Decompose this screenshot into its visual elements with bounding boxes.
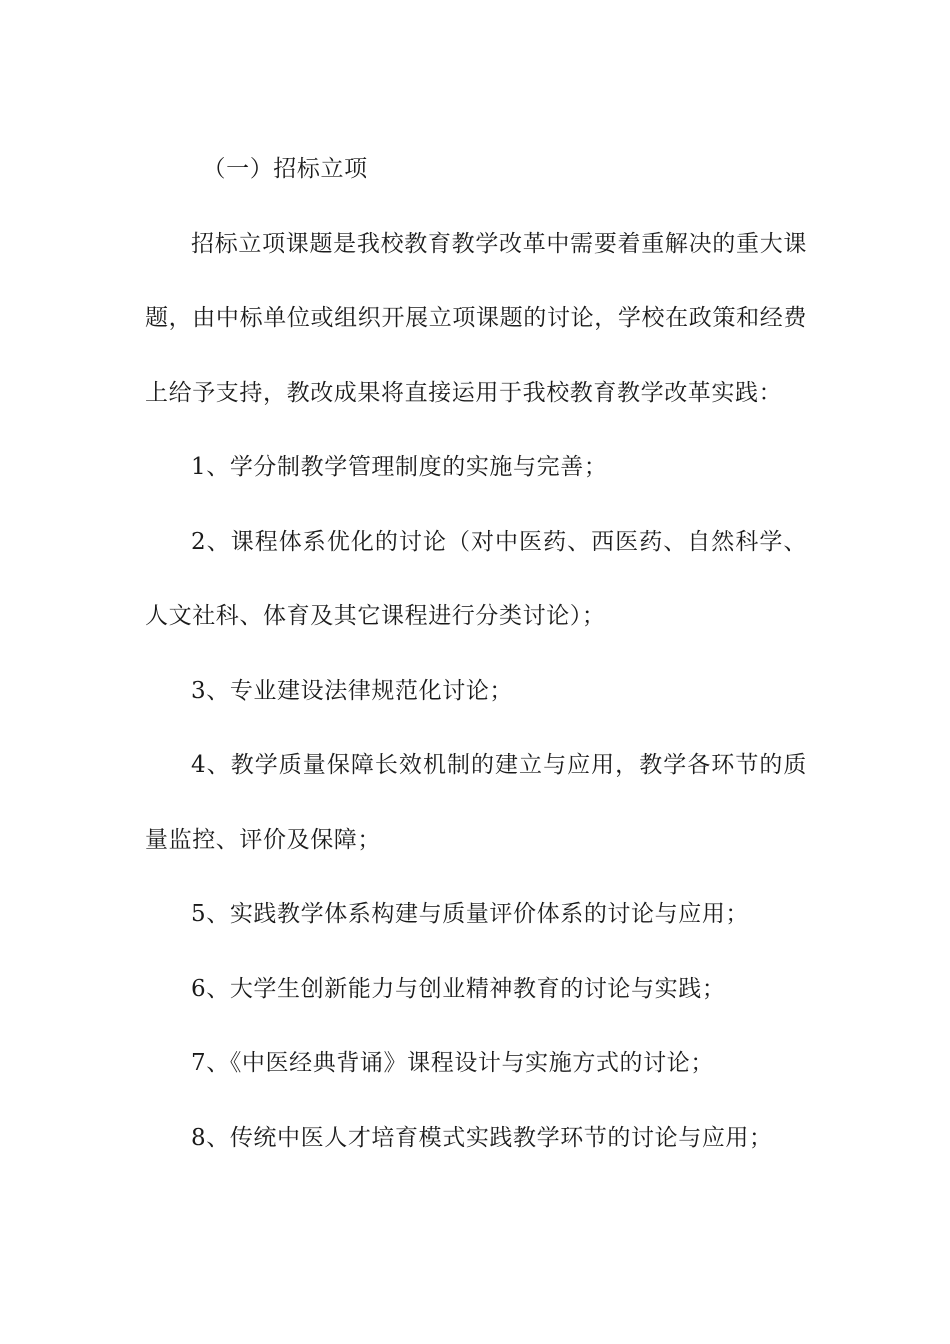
list-item: 7、《中医经典背诵》课程设计与实施方式的讨论； (191, 1050, 714, 1076)
section-heading: （一）招标立项 (202, 156, 368, 182)
document-body (145, 132, 807, 1175)
list-item: 3、专业建设法律规范化讨论； (191, 677, 514, 704)
list-item: 8、传统中医人才培育模式实践教学环节的讨论与应用； (191, 1124, 773, 1151)
list-item: 1、学分制教学管理制度的实施与完善； (191, 454, 608, 480)
intro-paragraph: 招标立项课题是我校教育教学改革中需要着重解决的重大课题，由中标单位或组织开展立项课题的讨论，学校在政策和经费上给予支持，教改成果将直接运用于我校教育教学改革实践： (145, 230, 807, 406)
list-item: 4、教学质量保障长效机制的建立与应用，教学各环节的质量监控、评价及保障； (145, 752, 807, 853)
list-item: 6、大学生创新能力与创业精神教育的讨论与实践； (191, 975, 726, 1002)
list-item: 5、实践教学体系构建与质量评价体系的讨论与应用； (191, 901, 750, 927)
list-item: 2、课程体系优化的讨论（对中医药、西医药、自然科学、人文社科、体育及其它课程进行分类讨论）； (145, 528, 807, 629)
